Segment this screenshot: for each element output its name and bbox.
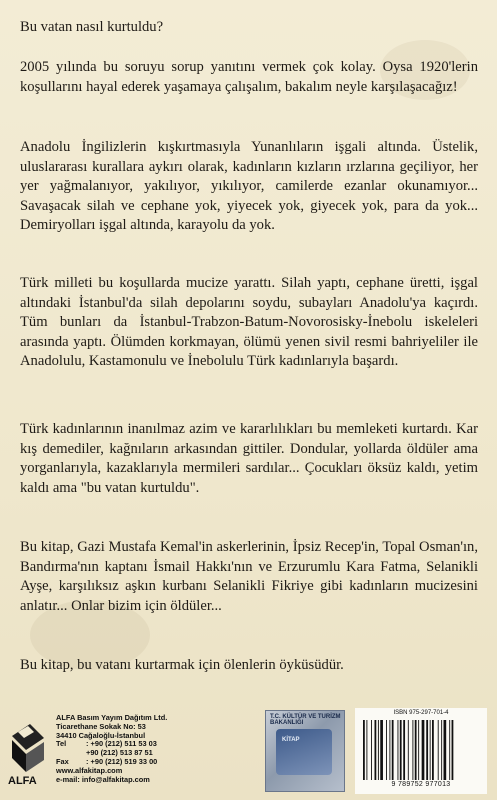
barcode-stripe [375,720,377,780]
tel-number: : +90 (212) 511 53 03 [86,739,157,749]
barcode-stripe [378,720,379,780]
barcode-stripe [418,720,419,780]
blurb-paragraph: Türk milleti bu koşullarda mucize yarattı. Silah yaptı, cephane üretti, işgal altındaki İstanbul'da silah depolarını soydu, subayları Anadolu'ya kaçırdı. Tüm bunları da İstanbul-Trabzon-Batum-Novorosisky-İnebolu iskeleleri arasında yaptı. Ölümden korkmayan, ölümü yenen sivil resmi bahriyeliler ile Anadolulu, Kastamonulu ve İnebolulu Türk kadınlarıyla başardı. [20,275,478,369]
barcode-stripe [438,720,439,780]
ministry-sticker [265,710,345,792]
tel-number: +90 (212) 513 87 51 [86,748,153,758]
barcode-stripe [400,720,402,780]
barcode-stripe [444,720,447,780]
publisher-info [56,714,167,784]
blurb-paragraph: 2005 yılında bu soruyu sorup yanıtını vermek çok kolay. Oysa 1920'lerin koşullarını hayal ederek yaşamaya çalışalım, bakalım neyle karşılaşacağız! [20,59,478,95]
publisher-address: Ticarethane Sokak No: 53 [56,721,146,731]
barcode-stripe [449,720,450,780]
barcode-stripe [415,720,417,780]
barcode-stripe [403,720,405,780]
barcode-stripe [426,720,428,780]
barcode-stripe [430,720,431,780]
fax-label: Fax [56,756,69,766]
barcode-stripe [392,720,394,780]
blurb-closing: Bu kitap, bu vatanı kurtarmak için ölenlerin öyküsüdür. [20,657,344,673]
email-link[interactable]: e-mail: info@alfakitap.com [56,774,150,784]
blurb-paragraph: Bu kitap, Gazi Mustafa Kemal'in askerlerinin, İpsiz Recep'in, Topal Osman'ın, Bandırma'nın kaptanı İsmail Hakkı'nın ve Erzurumlu Kara Fatma, Selanikli Ayşe, karşılıksız aşkın kurbanı Selanikli Fikriye gibi kadınların mucizesini anlatır... Onlar bizim için öldüler... [20,539,478,614]
barcode-area [355,708,487,794]
blurb-heading: Bu vatan nasıl kurtuldu? [20,19,164,35]
barcode-stripe [441,720,442,780]
publisher-logo-text: ALFA [8,775,37,787]
fax-number: : +90 (212) 519 33 00 [86,756,158,766]
sticker-title: T.C. KÜLTÜR VE TURİZM BAKANLIĞI [270,714,341,726]
website-link[interactable]: www.alfakitap.com [56,765,123,775]
tel-label: Tel [56,739,67,749]
barcode-stripe [366,720,367,780]
barcode-number: 9 789752 977013 [391,781,451,788]
barcode-stripe [412,720,413,780]
barcode-stripe [422,720,425,780]
blurb-paragraph: Anadolu İngilizlerin kışkırtmasıyla Yunanlıların işgali altında. Üstelik, uluslararası kurallara aykırı olarak, kadınların kızların ırzlarına geçiliyor, her yer yağmalanıyor, yakılıyor, yıkılıyor, camilerde ezanlar okunamıyor... Savaşacak silah ve cephane yok, yiyecek yok, giyecek yok, para da yok... Demiryolları işgal altında, karayolu da yok. [20,139,478,233]
sticker-label: KİTAP [282,737,300,743]
barcode-stripe [386,720,387,780]
blurb-paragraph: Türk kadınlarının inanılmaz azim ve kararlılıkları bu memleketi kurtardı. Kar kış demediler, kağnıların arkasından gittiler. Dondular, yollarda öldüler ama yorganlarıyla, kazaklarıyla mermileri sardılar... Çocukları öksüz kaldı, yetim kaldı ama "bu vatan kurtuldu". [20,421,478,496]
barcode-stripe [389,720,390,780]
publisher-name: ALFA Basım Yayım Dağıtım Ltd. [56,713,168,722]
barcode-stripe [408,720,409,780]
barcode-stripe [432,720,434,780]
barcode-stripe [398,720,399,780]
publisher-address: 34410 Cağaloğlu-İstanbul [56,730,146,740]
barcode-stripe [380,720,383,780]
isbn-text: ISBN 975-297-701-4 [393,710,449,716]
barcode-stripe [371,720,372,780]
imprint-area [0,700,497,800]
barcode-stripe [363,720,365,780]
barcode-stripe [452,720,454,780]
sticker-hologram [276,729,332,775]
publisher-logo-icon [8,718,48,776]
barcode-icon [361,720,481,780]
